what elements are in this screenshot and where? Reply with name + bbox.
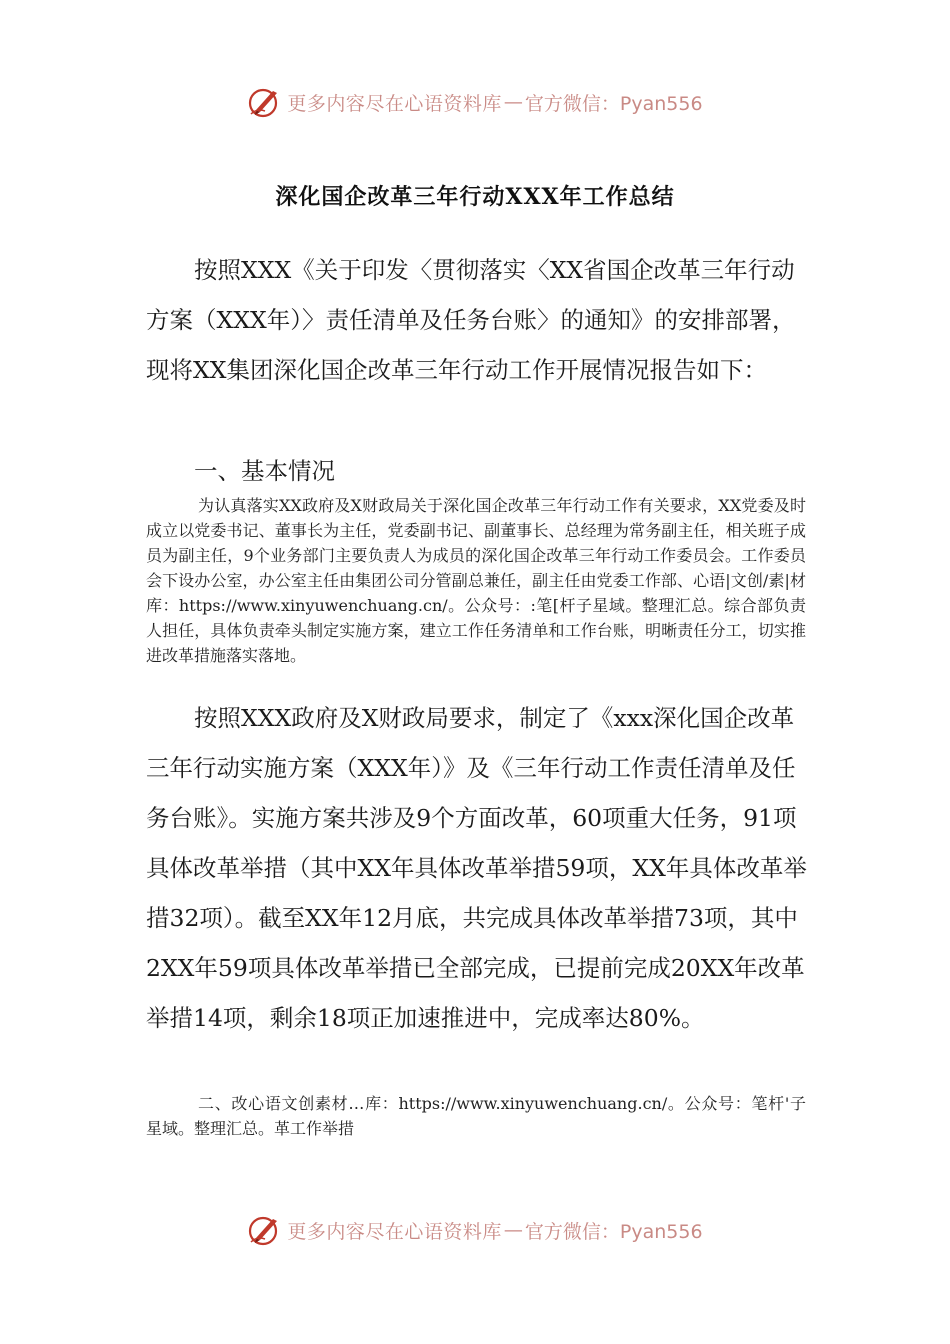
watermark-text: 更多内容尽在心语资料库 [287,92,502,115]
intro-paragraph: 按照XXX《关于印发〈贯彻落实〈XX省国企改革三年行动方案（XXX年）〉责任清单及任务台账〉的通知》的安排部署，现将XX集团深化国企改革三年行动工作开展情况报告如下： [146,256,796,384]
watermark-text: 更多内容尽在心语资料库 [287,1220,502,1243]
pen-circle-logo-icon [247,84,283,120]
watermark-dash: — [503,91,523,113]
section1-heading: 一、基本情况 [194,457,335,485]
watermark-wechat: 官方微信：Pyan556 [524,1220,703,1243]
section1-second-paragraph: 按照XXX政府及X财政局要求，制定了《xxx深化国企改革三年行动实施方案（XXX年）》及《三年行动工作责任清单及任务台账》。实施方案共涉及9个方面改革，60项重大任务，91项具体改革举措（其中XX年具体改革举措59项，XX年具体改革举措32项）。截至XX年12月底，共完成具体改革举措73项，其中2XX年59项具体改革举措已全部完成，已提前完成20XX年改革举措14项，剩余18项正加速推进中，完成率达80%。 [146,704,807,1032]
footer-watermark-banner [0,1210,950,1250]
section2-line: 二、改心语文创素材…库：https://www.xinyuwenchuang.cn/。公众号：笔杆'子星域。整理汇总。革工作举措 [146,1094,806,1138]
watermark-wechat: 官方微信：Pyan556 [524,92,703,115]
pen-circle-logo-icon [247,1212,283,1248]
watermark-dash: — [503,1219,523,1241]
header-watermark-banner [0,82,950,122]
section1-body-paragraph: 为认真落实XX政府及X财政局关于深化国企改革三年行动工作有关要求，XX党委及时成立以党委书记、董事长为主任，党委副书记、副董事长、总经理为常务副主任，相关班子成员为副主任，9个业务部门主要负责人为成员的深化国企改革三年行动工作委员会。工作委员会下设办公室，办公室主任由集团公司分管副总兼任，副主任由党委工作部、心语|文创/素|材库：https://www.xinyuwenchuang.cn/。公众号：:笔[杆子星域。整理汇总。综合部负责人担任，具体负责牵头制定实施方案，建立工作任务清单和工作台账，明晰责任分工，切实推进改革措施落实落地。 [146,496,806,665]
document-title: 深化国企改革三年行动XXX年工作总结 [275,184,675,210]
